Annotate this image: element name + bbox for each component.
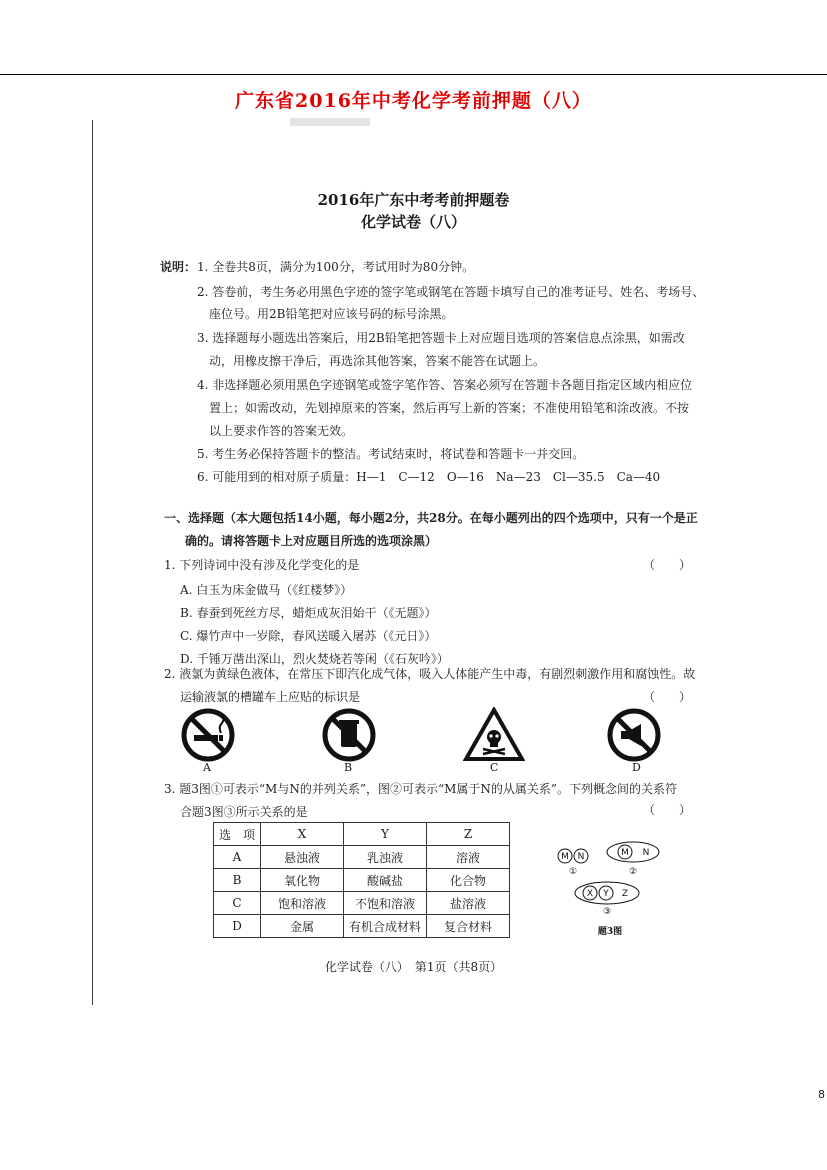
venn-label-n2: N [642,848,650,858]
table-cell: 氧化物 [261,869,344,892]
q3-stem-a: 3. 题3图①可表示“M与N的并列关系”，图②可表示“M属于N的从属关系”。下列概念间的关系符 [164,782,678,796]
document-title: 广东省2016年中考化学考前押题（八） [235,90,592,112]
table-cell: 不饱和溶液 [344,892,427,915]
table-row [214,846,510,869]
venn-label-z3: Z [621,889,629,899]
table-header-cell: 选 项 [214,823,261,846]
venn-label-n1: N [577,852,585,862]
q3-stem-b: 合题3图③所示关系的是 [180,805,308,819]
table-cell: A [214,846,261,869]
venn-label-y3: Y [603,889,609,899]
venn-label-m2: M [621,848,629,858]
section-heading-b: 确的。请将答题卡上对应题目所选的选项涂黑） [185,534,438,548]
table-cell: 盐溶液 [427,892,510,915]
sign-label-c: C [490,761,499,774]
instruction-4c: 以上要求作答的答案无效。 [209,424,354,438]
table-header-cell: Y [344,823,427,846]
table-cell: 乳浊液 [344,846,427,869]
table-cell: 饱和溶液 [261,892,344,915]
venn-ellipse-n2 [607,842,659,862]
q1-option-c: C. 爆竹声中一岁除，春风送暖入屠苏（《元日》） [180,629,437,643]
instruction-2a: 2. 答卷前，考生务必用黑色字迹的签字笔或钢笔在答题卡填写自己的准考证号、姓名、考场号、 [197,285,705,299]
table-row [214,892,510,915]
table-cell: B [214,869,261,892]
instructions-label: 说明： [160,260,197,274]
q3-answer-paren: （ ） [643,803,692,817]
instruction-5: 5. 考生务必保持答题卡的整洁。考试结束时，将试卷和答题卡一并交回。 [197,447,585,461]
sign-label-a: A [203,761,211,774]
top-rule [0,74,827,75]
no-horn-sign-icon [606,707,662,763]
instruction-6: 6. 可能用到的相对原子质量：H—1 C—12 O—16 Na—23 Cl—35.5 Ca—40 [197,470,661,484]
q2-answer-paren: （ ） [643,690,692,704]
sign-label-d: D [632,761,641,774]
instruction-1: 1. 全卷共8页，满分为100分，考试用时为80分钟。 [197,260,475,274]
instruction-4b: 置上；如需改动，先划掉原来的答案，然后再写上新的答案；不准使用铅笔和涂改液。不按 [209,401,690,415]
table-cell: 悬浊液 [261,846,344,869]
instruction-4a: 4. 非选择题必须用黑色字迹钢笔或签字笔作答、答案必须写在答题卡各题目指定区域内相应位 [197,378,693,392]
section-heading-a: 一、选择题（本大题包括14小题，每小题2分，共28分。在每小题列出的四个选项中，只有一个是正 [164,511,698,525]
instruction-2b: 座位号。用2B铅笔把对应该号码的标号涂黑。 [209,307,454,321]
sign-label-b: B [344,761,353,774]
exam-subtitle: 化学试卷（八） [360,213,466,231]
venn-caption-1: ① [568,867,578,877]
table-cell: C [214,892,261,915]
table-cell: 化合物 [427,869,510,892]
no-disposal-sign-icon [321,707,377,763]
table-row [214,869,510,892]
page-number: 8 [818,1088,825,1101]
no-smoking-sign-icon [180,707,236,763]
q3-relation-diagram [545,838,675,938]
exam-title: 2016年广东中考考前押题卷 [317,191,510,209]
page-footer: 化学试卷（八） 第1页（共8页） [324,960,503,974]
table-cell: 有机合成材料 [344,915,427,938]
table-cell: 酸碱盐 [344,869,427,892]
venn-figure-caption: 题3图 [597,927,623,937]
q1-option-a: A. 白玉为床金做马（《红楼梦》） [180,583,353,597]
scan-edge-line [92,120,93,1005]
table-cell: 金属 [261,915,344,938]
table-row [214,915,510,938]
q1-stem: 1. 下列诗词中没有涉及化学变化的是 [164,558,360,572]
venn-caption-2: ② [628,867,638,877]
table-cell: D [214,915,261,938]
q2-stem-b: 运输液氯的槽罐车上应贴的标识是 [180,690,361,704]
venn-label-x3: X [586,889,594,899]
table-header-row [214,823,510,846]
q1-option-b: B. 春蚕到死丝方尽，蜡炬成灰泪始干（《无题》） [180,606,437,620]
q1-option-d: D. 千锤万凿出深山，烈火焚烧若等闲（《石灰吟》） [180,652,449,666]
scan-smudge [290,118,370,126]
q2-stem-a: 2. 液氯为黄绿色液体，在常压下即汽化成气体，吸入人体能产生中毒，有剧烈刺激作用和腐蚀性。故 [164,667,696,681]
table-header-cell: Z [427,823,510,846]
table-cell: 溶液 [427,846,510,869]
instruction-3b: 动，用橡皮擦干净后，再选涂其他答案，答案不能答在试题上。 [209,354,546,368]
venn-label-m1: M [561,852,569,862]
table-cell: 复合材料 [427,915,510,938]
table-header-cell: X [261,823,344,846]
instruction-3a: 3. 选择题每小题选出答案后，用2B铅笔把答题卡上对应题目选项的答案信息点涂黑，如需改 [197,331,685,345]
q1-answer-paren: （ ） [643,558,692,572]
q3-options-table [213,822,510,938]
venn-caption-3: ③ [602,907,612,917]
toxic-warning-sign-icon [463,707,525,763]
